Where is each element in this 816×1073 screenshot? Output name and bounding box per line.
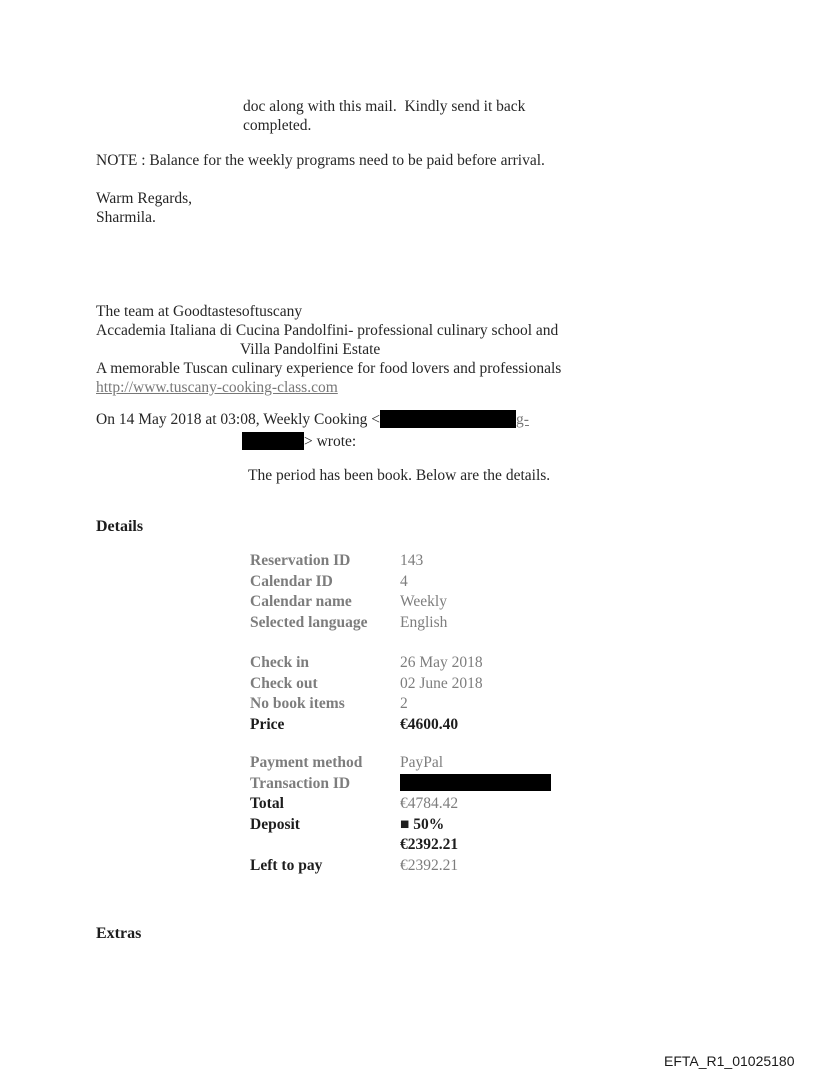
row-value: 2 xyxy=(400,695,408,712)
table-row-reservation-id xyxy=(250,551,551,572)
website-link[interactable]: http://www.tuscany-cooking-class.com xyxy=(96,379,338,396)
row-label: No book items xyxy=(250,695,345,712)
row-value: 143 xyxy=(400,552,424,569)
row-label: Transaction ID xyxy=(250,774,351,792)
row-value: 02 June 2018 xyxy=(400,674,483,692)
table-row-transaction-id xyxy=(250,774,551,795)
row-label: Calendar name xyxy=(250,593,352,610)
note-line: NOTE : Balance for the weekly programs need to be paid before arrival. xyxy=(96,152,545,169)
row-label: Payment method xyxy=(250,754,363,771)
table-row-calendar-name xyxy=(250,592,551,613)
quote-header-line-1 xyxy=(96,409,529,431)
table-group-gap xyxy=(250,735,551,753)
intro-line-2: completed. xyxy=(243,117,312,134)
table-row-selected-language xyxy=(250,613,551,634)
table-row-deposit-amount xyxy=(250,835,551,856)
signature-school: Accademia Italiana di Cucina Pandolfini- professional culinary school and xyxy=(96,322,559,339)
table-row-price xyxy=(250,715,551,736)
row-label xyxy=(250,835,400,856)
signoff-regards: Warm Regards, xyxy=(96,190,193,207)
row-value: Weekly xyxy=(400,593,447,610)
row-value xyxy=(400,774,551,795)
details-table xyxy=(250,551,551,876)
row-value: ■ 50% xyxy=(400,815,445,833)
intro-line-1: doc along with this mail. Kindly send it back xyxy=(243,98,526,115)
signature-block xyxy=(96,302,561,397)
row-value: €4784.42 xyxy=(400,795,459,812)
row-label: Deposit xyxy=(250,815,300,833)
quote-header-line-2 xyxy=(242,431,529,453)
row-label: Price xyxy=(250,715,285,733)
row-label: Check out xyxy=(250,674,318,692)
table-row-deposit xyxy=(250,815,551,836)
row-label: Reservation ID xyxy=(250,552,351,569)
signature-estate: Villa Pandolfini Estate xyxy=(240,341,381,358)
table-row-check-out xyxy=(250,674,551,695)
row-value: PayPal xyxy=(400,754,444,771)
intro-paragraph xyxy=(243,97,525,135)
row-label: Total xyxy=(250,795,284,812)
redaction-box-email-1 xyxy=(380,410,516,428)
row-label: Check in xyxy=(250,654,309,671)
quote-intro: The period has been book. Below are the details. xyxy=(248,467,551,484)
table-row-payment-method xyxy=(250,753,551,774)
row-value: 4 xyxy=(400,572,408,590)
table-row-left-to-pay xyxy=(250,856,551,877)
table-row-calendar-id xyxy=(250,572,551,593)
signature-team: The team at Goodtastesoftuscany xyxy=(96,303,303,320)
table-row-no-book-items xyxy=(250,694,551,715)
details-heading: Details xyxy=(96,518,144,535)
redaction-box-email-2 xyxy=(242,432,304,450)
quote-header xyxy=(96,409,529,452)
row-value: €2392.21 xyxy=(400,836,459,853)
row-label: Left to pay xyxy=(250,856,323,874)
quote-header-suffix: > wrote: xyxy=(304,432,357,450)
row-value: English xyxy=(400,613,448,631)
row-label: Selected language xyxy=(250,613,368,631)
email-link-tail[interactable]: g- xyxy=(516,411,529,428)
table-row-total xyxy=(250,794,551,815)
row-value: 26 May 2018 xyxy=(400,654,483,671)
row-label: Calendar ID xyxy=(250,572,333,590)
signoff-name: Sharmila. xyxy=(96,209,156,226)
table-group-gap xyxy=(250,633,551,653)
signoff-block xyxy=(96,189,192,227)
row-value: €4600.40 xyxy=(400,715,459,733)
row-value: €2392.21 xyxy=(400,856,459,874)
extras-heading: Extras xyxy=(96,925,142,942)
table-row-check-in xyxy=(250,653,551,674)
redaction-box-transaction-id xyxy=(400,774,551,791)
signature-tagline: A memorable Tuscan culinary experience for food lovers and professionals xyxy=(96,360,562,377)
quote-header-prefix: On 14 May 2018 at 03:08, Weekly Cooking < xyxy=(96,411,381,428)
document-id: EFTA_R1_01025180 xyxy=(664,1053,795,1069)
